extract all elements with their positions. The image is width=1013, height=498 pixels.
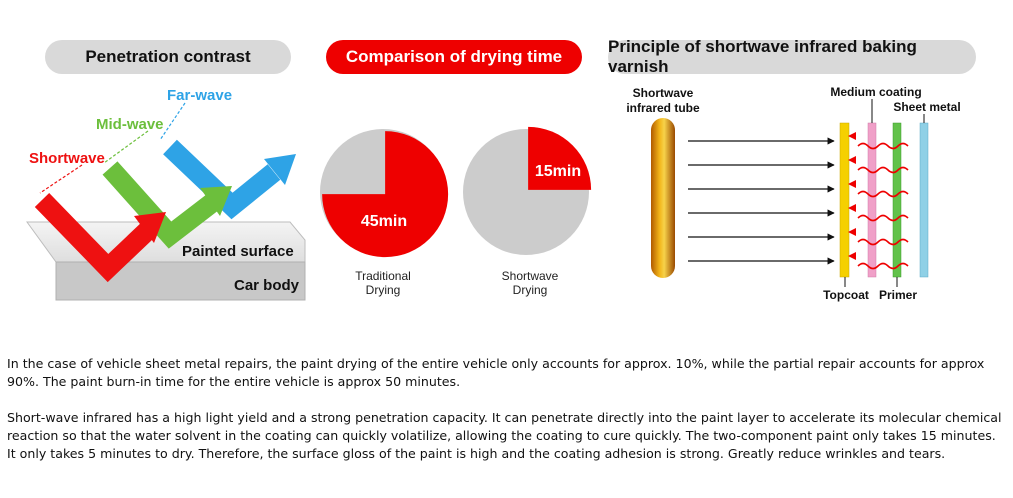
far-wave-label: Far-wave <box>167 87 233 104</box>
topcoat-layer <box>840 123 849 277</box>
penetration-diagram <box>0 80 315 305</box>
painted-surface-label: Painted surface <box>182 243 294 260</box>
mid-wave-label: Mid-wave <box>96 116 164 133</box>
drying-comparison-header: Comparison of drying time <box>326 40 582 74</box>
principle-header: Principle of shortwave infrared baking varnish <box>608 40 976 74</box>
topcoat-label: Topcoat <box>823 288 869 302</box>
infrared-tube <box>651 118 675 278</box>
drying-pies <box>310 115 610 305</box>
shortwave-pie-slice <box>528 127 591 190</box>
shortwave-caption-1: Shortwave <box>501 269 559 283</box>
medium-coating-label: Medium coating <box>830 85 922 99</box>
car-body-label: Car body <box>234 277 300 294</box>
penetration-contrast-header: Penetration contrast <box>45 40 291 74</box>
radiation-arrows <box>688 141 834 261</box>
principle-diagram <box>610 80 1010 305</box>
shortwave-caption-2: Drying <box>512 283 548 297</box>
tube-label-2: infrared tube <box>626 101 700 115</box>
sheet-metal-label: Sheet metal <box>893 100 961 114</box>
shortwave-label: Shortwave <box>29 150 105 167</box>
traditional-value-label: 45min <box>360 213 408 230</box>
traditional-caption-2: Drying <box>365 283 401 297</box>
sheet-metal-layer <box>920 123 928 277</box>
intro-paragraph: In the case of vehicle sheet metal repairs, the paint drying of the entire vehicle only accounts for approx. 10%, while the partial repair accounts for approx 90%. The paint burn-in time for the entire vehicle is approx 50 minutes. <box>7 356 985 389</box>
shortwave-value-label: 15min <box>534 163 582 180</box>
primer-label: Primer <box>878 288 918 302</box>
traditional-caption-1: Traditional <box>355 269 411 283</box>
shortwave-paragraph: Short-wave infrared has a high light yield and a strong penetration capacity. It can penetrate directly into the paint layer to accelerate its molecular chemical reaction so that the water solvent in the coating can quickly volatilize, allowing the coating to cure quickly. The two-component paint only takes 15 minutes. It only takes 5 minutes to dry. Therefore, the surface gloss of the paint is high and the coating adhesion is strong. Greatly reduce wrinkles and tears. <box>7 410 1002 461</box>
tube-label-1: Shortwave <box>632 86 694 100</box>
